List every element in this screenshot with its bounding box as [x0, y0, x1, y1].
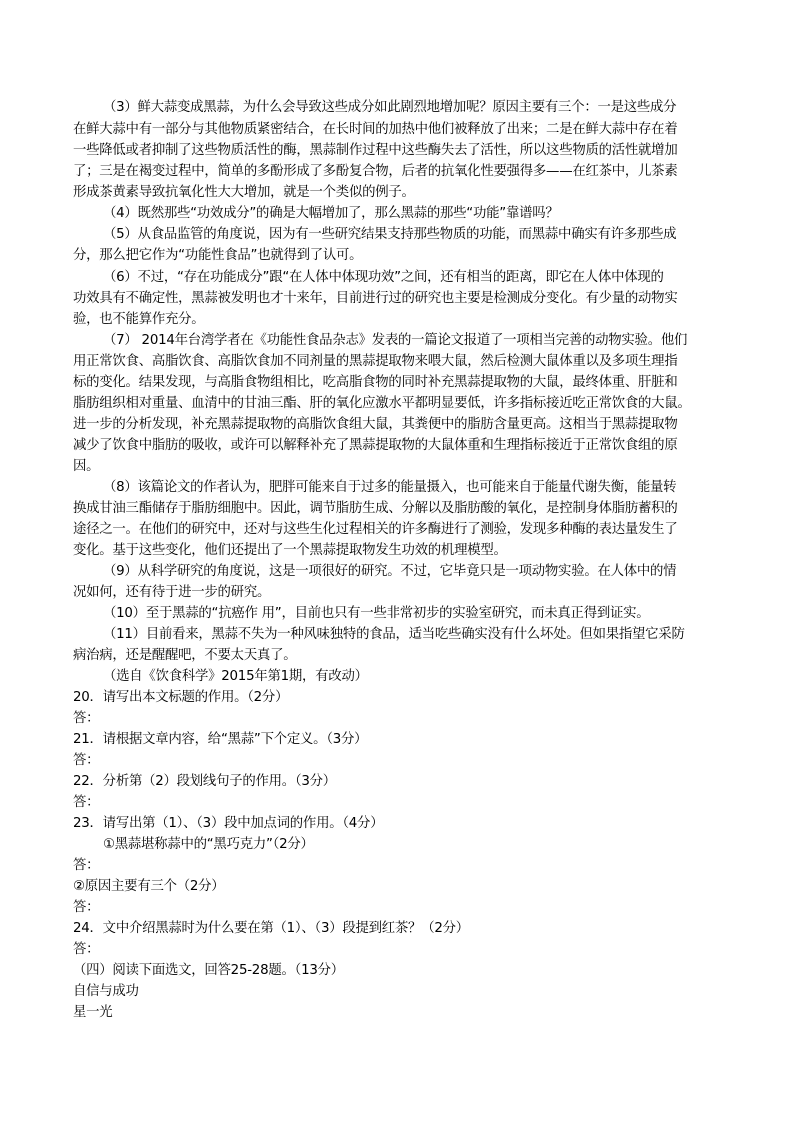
answer-label-20: 答：: [73, 711, 100, 726]
answer-label-21: 答：: [73, 753, 100, 768]
paragraph-11-line-1: （11）目前看来，黑蒜不失为一种风味独特的食品，适当吃些确实没有什么坏处。但如果指望它采防: [103, 627, 685, 642]
paragraph-10-line-1: （10）至于黑蒜的“抗癌作 用”，目前也只有一些非常初步的实验室研究，而未真正得到证实。: [103, 606, 650, 621]
paragraph-7-line-3: 标的变化。结果发现，与高脂食物组相比，吃高脂食物的同时补充黑蒜提取物的大鼠，最终体重、肝脏和: [73, 375, 678, 390]
paragraph-11-line-2: 病治病，还是醒醒吧，不要太天真了。: [73, 648, 297, 663]
paragraph-9-line-2: 况如何，还有待于进一步的研究。: [73, 585, 271, 600]
article-author: 星一光: [73, 1005, 113, 1020]
source-citation: （选自《饮食科学》2015年第1期，有改动）: [103, 669, 368, 684]
section-4-heading: （四）阅读下面选文，回答25-28题。（13分）: [73, 963, 344, 978]
answer-label-24: 答：: [73, 942, 100, 957]
paragraph-8-line-4: 变化。基于这些变化，他们还提出了一个黑蒜提取物发生功效的机理模型。: [73, 543, 507, 558]
paragraph-3-line-3: 一些降低或者抑制了这些物质活性的酶，黑蒜制作过程中这些酶失去了活性，所以这些物质的活性就增加: [73, 143, 678, 158]
paragraph-6-line-2: 功效具有不确定性，黑蒜被发明也才十来年，目前进行过的研究也主要是检测成分变化。有少量的动物实: [73, 291, 678, 306]
paragraph-7-line-7: 因。: [73, 459, 100, 474]
paragraph-8-line-1: （8）该篇论文的作者认为，肥胖可能来自于过多的能量摄入，也可能来自于能量代谢失衡，能量转: [103, 480, 677, 495]
question-22: 22．分析第（2）段划线句子的作用。（3分）: [73, 774, 336, 789]
paragraph-8-line-3: 途径之一。在他们的研究中，还对与这些生化过程相关的许多酶进行了测验，发现多种酶的表达量发生了: [73, 522, 678, 537]
paragraph-3-line-5: 形成茶黄素导致抗氧化性大大增加，就是一个类似的例子。: [73, 185, 415, 200]
paragraph-7-line-1: （7） 2014年台湾学者在《功能性食品杂志》发表的一篇论文报道了一项相当完善的动物实验。他们: [103, 333, 688, 348]
question-23-part-1: ①黑蒜堪称蒜中的“黑巧克力”（2分）: [103, 837, 314, 852]
paragraph-7-line-6: 减少了饮食中脂肪的吸收，或许可以解释补充了黑蒜提取物的大鼠体重和生理指标接近于正常饮食组的原: [73, 438, 678, 453]
question-24: 24．文中介绍黑蒜时为什么要在第（1）、（3）段提到红茶？（2分）: [73, 921, 469, 936]
paragraph-7-line-5: 进一步的分析发现，补充黑蒜提取物的高脂饮食组大鼠，其粪便中的脂肪含量更高。这相当于黑蒜提取物: [73, 417, 678, 432]
paragraph-3-line-1: （3）鲜大蒜变成黑蒜，为什么会导致这些成分如此剧烈地增加呢？原因主要有三个：一是这些成分: [103, 100, 677, 115]
paragraph-5-line-2: 分，那么把它作为“功能性食品”也就得到了认可。: [73, 248, 363, 263]
answer-label-23-1: 答：: [73, 858, 100, 873]
paragraph-6-line-1: （6）不过，“存在功能成分”跟“在人体中体现功效”之间，还有相当的距离，即它在人体中体现的: [103, 270, 664, 285]
paragraph-5-line-1: （5）从食品监管的角度说，因为有一些研究结果支持那些物质的功能，而黑蒜中确实有许多那些成: [103, 227, 677, 242]
question-20: 20．请写出本文标题的作用。（2分）: [73, 690, 289, 705]
answer-label-23-2: 答：: [73, 900, 100, 915]
paragraph-3-line-2: 在鲜大蒜中有一部分与其他物质紧密结合，在长时间的加热中他们被释放了出来；二是在鲜大蒜中存在着: [73, 122, 678, 137]
paragraph-4-line-1: （4）既然那些“功效成分”的确是大幅增加了，那么黑蒜的那些“功能”靠谱吗？: [103, 206, 559, 221]
paragraph-6-line-3: 验，也不能算作充分。: [73, 312, 205, 327]
paragraph-8-line-2: 换成甘油三酯储存于脂肪细胞中。因此，调节脂肪生成、分解以及脂肪酸的氧化，是控制身体脂肪蓄积的: [73, 501, 678, 516]
question-23-part-2: ②原因主要有三个（2分）: [73, 879, 225, 894]
paragraph-3-line-4: 了；三是在褐变过程中，简单的多酚形成了多酚复合物，后者的抗氧化性要强得多——在红茶中，儿茶素: [73, 164, 678, 179]
question-23: 23．请写出第（1）、（3）段中加点词的作用。（4分）: [73, 816, 384, 831]
answer-label-22: 答：: [73, 795, 100, 810]
article-title: 自信与成功: [73, 984, 139, 999]
paragraph-9-line-1: （9）从科学研究的角度说，这是一项很好的研究。不过，它毕竟只是一项动物实验。在人体中的情: [103, 564, 677, 579]
paragraph-7-line-4: 脂肪组织相对重量、血清中的甘油三酯、肝的氧化应激水平都明显要低，许多指标接近吃正常饮食的大鼠。: [73, 396, 691, 411]
question-21: 21．请根据文章内容，给“黑蒜”下个定义。（3分）: [73, 732, 368, 747]
paragraph-7-line-2: 用正常饮食、高脂饮食、高脂饮食加不同剂量的黑蒜提取物来喂大鼠，然后检测大鼠体重以及多项生理指: [73, 354, 678, 369]
